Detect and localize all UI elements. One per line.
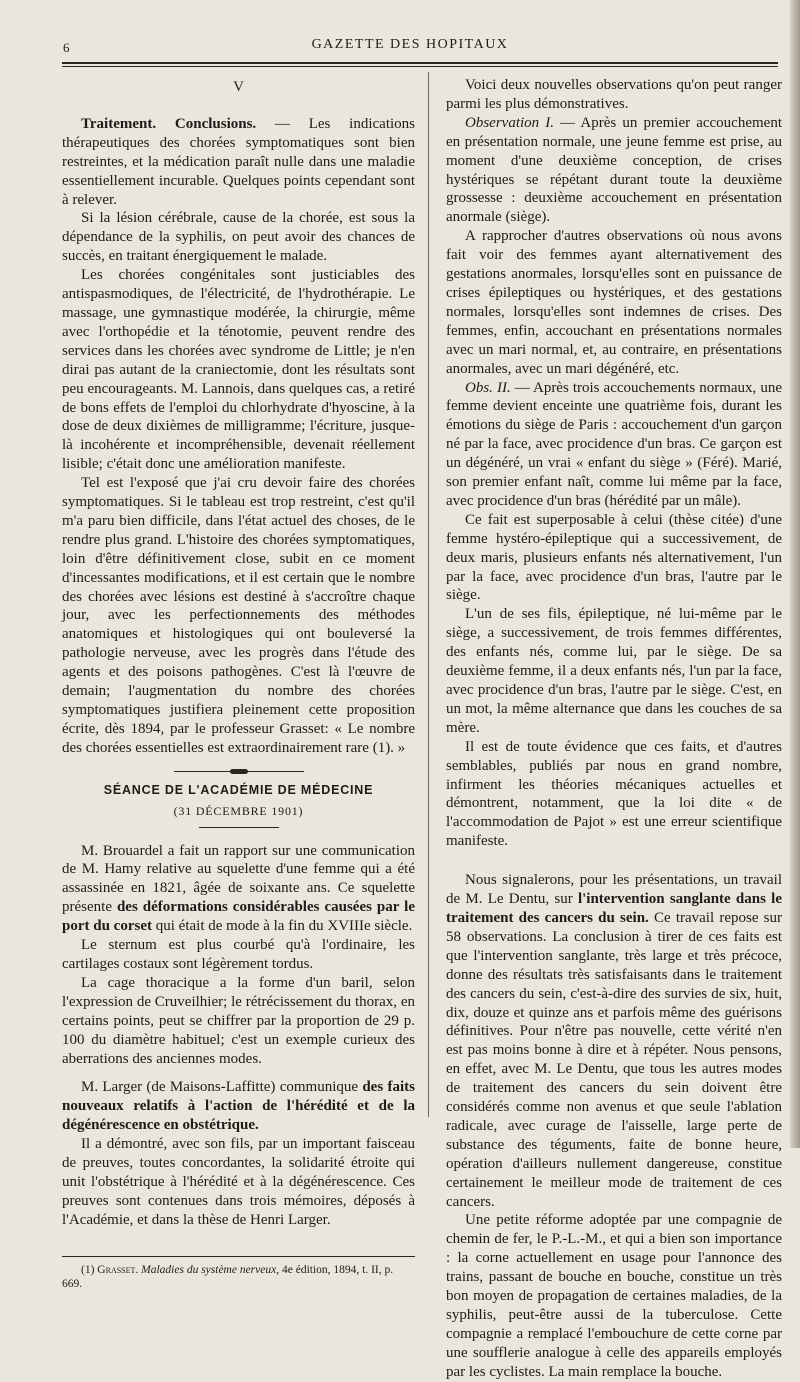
paragraph-plm-reform: Une petite réforme adoptée par une compagnie de chemin de fer, le P.-L.-M., et qui a bien son importance : la corne actuellement en usage pour l'annonce des trains, passant de bouche en bouche, constitue un très bon moyen de propagation de certaines maladies, de la syphilis, peut-être aussi de la tuberculose. Cette compagnie a remplacé l'embouchure de cette corne par une soufflerie analogue à celle des appareils employés par les cyclistes. La main remplace la bouche. xyxy=(446,1212,782,1380)
paragraph-le-dentu: Nous signalerons, pour les présentations, un travail de M. Le Dentu, sur l'intervention sanglante dans le traitement des cancers du sein. Ce travail repose sur 58 observations. La conclusion à tirer de ces faits est que l'intervention sanglante, très large et très précoce, donne des résultats très satisfaisants dans le traitement des cancers du sein, c'est-à-dire des survies de six, huit, dix, douze et quinze ans et parfois même des guérisons définitives. Pour n'être pas nouvelle, cette vérité n'en est pas moins bonne à dire et à répéter. Nous pensons, en effet, avec M. Le Dentu, que tous les autres modes de traitement des cancers du sein doivent être considérés comme non avenus et que seule l'ablation radicale, avec curage de l'aisselle, large perte de substance des téguments, faite de bonne heure, opération d'ailleurs nullement dangereuse, constitue certainement le meilleur mode de traitement de ces cancers. xyxy=(446,872,782,1210)
footnote-author: Grasset. xyxy=(97,1263,139,1276)
page-number: 6 xyxy=(63,40,70,55)
section-separator-ornament xyxy=(174,769,304,775)
conclusions-heading: Traitement. Conclusions. xyxy=(81,115,257,132)
heredity-highlight: des faits nouveaux relatifs à l'action de l'hérédité et de la dégénérescence en obstétrique. xyxy=(62,1079,415,1134)
cancer-highlight: l'intervention sanglante dans le traitement des cancers du sein. xyxy=(446,891,782,926)
page-spine-shadow xyxy=(790,0,800,1148)
paragraph-evidence: Il est de toute évidence que ces faits, et d'autres semblables, publiés par nous en grand nombre, infirment les théories mécaniques actuelles et démontrent, notamment, que la loi dite « de l'accommodation de Pajot » est une erreur scientifique manifeste. xyxy=(446,738,782,850)
right-column xyxy=(446,76,782,1382)
paragraph-thorax: La cage thoracique a la forme d'un baril, selon l'expression de Cruveilhier; le rétrécissement du thorax, en certains points, peut se chiffrer par la proportion de 29 p. 100 du diamètre habituel; c'est un exemple curieux des aberrations des anciennes modes. xyxy=(62,974,415,1067)
paragraph-sternum: Le sternum est plus courbé qu'à l'ordinaire, les cartilages costaux sont légèrement tordus. xyxy=(62,937,415,972)
short-rule xyxy=(199,827,279,828)
corset-highlight: des déformations considérables causées par le port du corset xyxy=(62,899,415,935)
paragraph-rapprocher: A rapprocher d'autres observations où nous avons fait voir des femmes ayant alternativement des gestations anormales, lorsqu'elles sont en puissance de crises épileptiques ou hystériques, et des gestations normales, lorsqu'elles sont indemnes de crises. Des femmes, enfin, accouchant en présentations normales avec un mari normal, et, au contraire, en présentations anormales, avec un mari dégénéré, etc. xyxy=(446,228,782,377)
observation-1-label: Observation I. xyxy=(465,114,555,131)
paragraph-larger-proofs: Il a démontré, avec son fils, par un important faisceau de preuves, toutes concordantes, la solidarité étroite qui unit l'obstétrique à l'hérédité et à la dégénérescence. Ces preuves sont contenues dans trois mémoires, déposés à l'Académie, et dans la thèse de Henri Larger. xyxy=(62,1136,415,1228)
header-rule xyxy=(62,62,778,64)
observation-2-label: Obs. II. xyxy=(465,379,511,396)
footnote-title: Maladies du système nerveux, xyxy=(138,1263,280,1276)
footnote-rule xyxy=(62,1256,415,1257)
paragraph-expose: Tel est l'exposé que j'ai cru devoir faire des chorées symptomatiques. Si le tableau est trop restreint, c'est qu'il m'a paru bien difficile, dans l'état actuel des choses, de le rendre plus grand. L'histoire des chorées symptomatiques, loin d'être définitivement close, subit en ce moment d'incessantes modifications, et il est certain que le nombre des chorées avec lésions est destiné à s'accroître chaque jour, avec les perfectionnements des méthodes anatomiques et histologiques qui ont bouleversé la pathologie nerveuse, avec les progrès dans l'étude des agents et des poisons pathogènes. C'est là l'œuvre de demain; l'augmentation du nombre des chorées symptomatiques justifiera pleinement cette proposition écrite, dès 1894, par le professeur Grasset: « Le nombre des chorées essentielles est extraordinairement rare (1). » xyxy=(62,475,415,756)
conclusions-paragraph: Traitement. Conclusions. — Les indications thérapeutiques des chorées symptomatiques sont bien restreintes, et la médication paraît nulle dans une maladie essentiellement incurable. Quelques points cependant sont à relever. xyxy=(62,115,415,208)
paragraph-observations-intro: Voici deux nouvelles observations qu'on peut ranger parmi les plus démonstratives. xyxy=(446,77,782,112)
footnote: (1) Grasset. Maladies du système nerveux, 4e édition, 1894, t. II, p. 669. xyxy=(62,1263,394,1290)
running-title: GAZETTE DES HOPITAUX xyxy=(311,37,509,52)
paragraph-observation-2: Obs. II. — Après trois accouchements normaux, une femme devient enceinte une quatrième fois, durant les émotions du siège de Paris : accouchement d'un garçon né par la face, avec procidence d'un bras. Ce garçon est un dégénéré, un vrai « enfant du siège » (Féré). Marié, son premier enfant naît, comme lui même par la face, avec procidence d'un bras (hérédité par un mâle). xyxy=(446,379,782,509)
paragraph-congenital: Les chorées congénitales sont justiciables des antispasmodiques, de l'électricité, de l'hydrothérapie. Le massage, une gymnastique modérée, la chirurgie, même avec l'orthopédie et la ténotomie, peuvent rendre des services dans les chorées avec syndrome de Little; je n'en dirai pas autant de la craniectomie, dont les résultats sont peu encourageants. M. Lannois, dans quelques cas, a retiré de bons effets de l'emploi du chlorhydrate d'hyoscine, à la dose de deux dixièmes de milligramme; l'écriture, jusque-là incohérente et incompréhensible, devenait réellement lisible; c'était donc une amélioration manifeste. xyxy=(62,267,415,473)
paragraph-brouardel: M. Brouardel a fait un rapport sur une communication de M. Hamy relative au squelette d'une femme qui a été assassinée en 1821, âgée de soixante ans. Ce squelette présente des déformations considérables causées par le port du corset qui était de mode à la fin du XVIIIe siècle. xyxy=(62,842,415,935)
left-column xyxy=(62,76,415,1291)
paragraph-superposable: Ce fait est superposable à celui (thèse citée) d'une femme hystéro-épileptique qui a successivement, de deux maris, plusieurs enfants nés alternativement, l'un par la face, avec procidence d'un bras, l'autre par le siège. xyxy=(446,511,782,604)
paragraph-fils: L'un de ses fils, épileptique, né lui-même par le siège, a successivement, de trois femmes différentes, des enfants nés, comme lui, par le siège. De sa deuxième femme, il a deux enfants nés, l'un par la face, avec procidence d'un bras, l'autre par le siège. C'est, en un mot, la même alternance que dans les couches de sa mère. xyxy=(446,606,782,736)
column-divider xyxy=(428,72,429,1117)
header-rule-thin xyxy=(62,66,778,67)
paragraph-observation-1: Observation I. — Après un premier accouchement en présentation normale, une jeune femme est prise, au moment d'une deuxième conception, de crises hystériques se répétant durant toute la deuxième grossesse : deuxième accouchement en présentation anormale (siège). xyxy=(446,114,782,226)
section-marker: V xyxy=(233,79,244,95)
paragraph-larger: M. Larger (de Maisons-Laffitte) communique des faits nouveaux relatifs à l'action de l'hérédité et de la dégénérescence en obstétrique. xyxy=(62,1079,415,1134)
academy-section-title: SÉANCE DE L'ACADÉMIE DE MÉDECINE xyxy=(103,782,374,797)
paragraph-syphilis: Si la lésion cérébrale, cause de la chorée, est sous la dépendance de la syphilis, on peut avoir des chances de succès, en traitant énergiquement le malade. xyxy=(62,210,415,265)
academy-section-date: (31 DÉCEMBRE 1901) xyxy=(173,803,304,818)
